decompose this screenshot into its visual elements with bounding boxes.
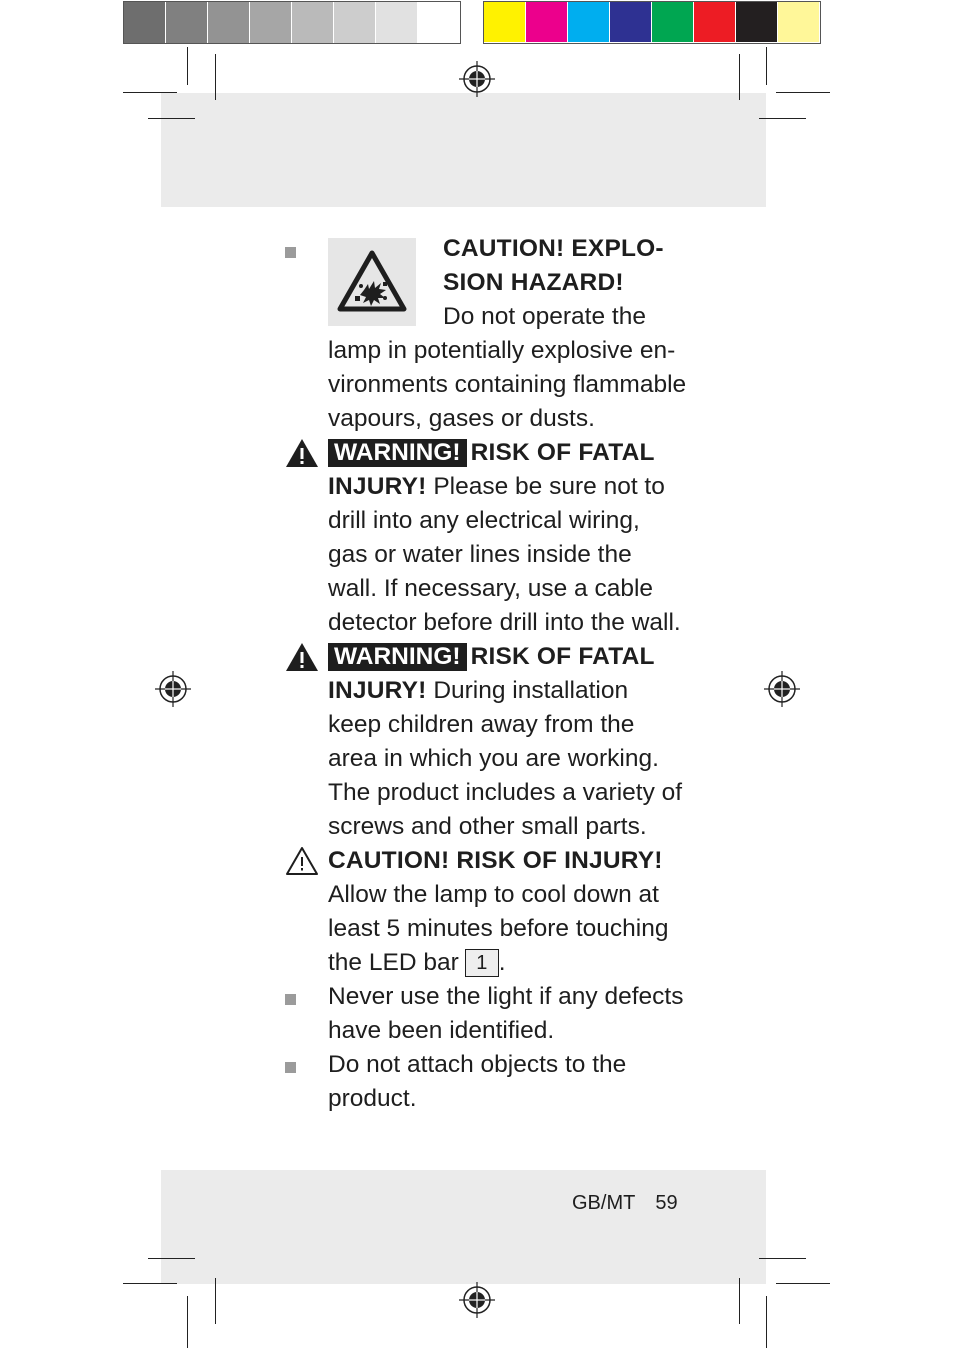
crop-mark: [215, 54, 216, 100]
caution-explosion-text: lamp in potentially explosive en-: [328, 337, 676, 364]
calibration-swatch: [694, 2, 736, 42]
warning-wiring-text: wall. If necessary, use a cable: [328, 575, 654, 602]
registration-target-icon: [155, 671, 191, 707]
crop-mark: [187, 47, 188, 85]
page-footer: [572, 1192, 698, 1215]
warning-wiring-text: detector before drill into the wall.: [328, 609, 681, 636]
calibration-swatch: [736, 2, 778, 42]
calibration-swatch: [376, 2, 418, 43]
header-band: [161, 93, 766, 207]
calibration-swatch: [418, 2, 460, 43]
calibration-swatch: [568, 2, 610, 42]
calibration-swatch: [208, 2, 250, 43]
objects-text: Do not attach objects to the: [328, 1051, 627, 1078]
warning-children-text: INJURY! During installation: [328, 677, 629, 704]
list-bullet: [285, 247, 296, 258]
list-bullet: [285, 1062, 296, 1073]
calibration-swatch: [250, 2, 292, 43]
caution-triangle-outline-icon: [285, 846, 319, 876]
crop-mark: [766, 1296, 767, 1348]
registration-target-icon: [764, 671, 800, 707]
explosion-hazard-pictogram: [328, 238, 416, 326]
crop-mark: [187, 1296, 188, 1348]
warning-wiring-text: INJURY! Please be sure not to: [328, 473, 665, 500]
objects-text: product.: [328, 1085, 417, 1112]
crop-mark: [776, 92, 830, 93]
caution-explosion-text: vapours, gases or dusts.: [328, 405, 595, 432]
caution-explosion-heading-2: SION HAZARD!: [443, 269, 624, 296]
warning-triangle-filled-icon: [285, 438, 319, 468]
calibration-swatch: [484, 2, 526, 42]
crop-mark: [739, 1278, 740, 1324]
crop-mark: [215, 1278, 216, 1324]
crop-mark: [123, 1283, 177, 1284]
crop-mark: [148, 118, 195, 119]
warning-wiring-text: drill into any electrical wiring,: [328, 507, 640, 534]
registration-target-icon: [459, 61, 495, 97]
warning-children-text: keep children away from the: [328, 711, 635, 738]
gray-calibration-bar: [123, 1, 461, 44]
region-code: GB/MT: [572, 1192, 636, 1214]
calibration-swatch: [652, 2, 694, 42]
calibration-swatch: [166, 2, 208, 43]
defects-text: have been identified.: [328, 1017, 555, 1044]
explosion-hazard-icon: [328, 238, 416, 326]
warning-children-text: area in which you are working.: [328, 745, 659, 772]
warning-label: WARNING!: [328, 439, 467, 467]
calibration-swatch: [610, 2, 652, 42]
page-number: 59: [655, 1192, 678, 1214]
warning-children-text: The product includes a variety of: [328, 779, 683, 806]
calibration-swatch: [526, 2, 568, 42]
caution-injury-text: least 5 minutes before touching: [328, 915, 669, 942]
calibration-swatch: [778, 2, 820, 42]
caution-injury-text: Allow the lamp to cool down at: [328, 881, 659, 908]
caution-injury-heading: CAUTION! RISK OF INJURY!: [328, 847, 663, 874]
warning-wiring-heading: WARNING! RISK OF FATAL: [328, 436, 688, 470]
calibration-swatch: [292, 2, 334, 43]
defects-text: Never use the light if any defects: [328, 983, 684, 1010]
warning-wiring-text: gas or water lines inside the: [328, 541, 632, 568]
color-calibration-bar: [483, 1, 821, 44]
caution-injury-text: the LED bar 1 .: [328, 949, 506, 976]
crop-mark: [123, 92, 177, 93]
part-reference-number: 1: [465, 949, 499, 977]
warning-triangle-filled-icon: [285, 642, 319, 672]
caution-explosion-heading-1: CAUTION! EXPLO-: [443, 235, 664, 262]
caution-explosion-text: vironments containing flammable: [328, 371, 687, 398]
crop-mark: [148, 1258, 195, 1259]
registration-target-icon: [459, 1282, 495, 1318]
warning-children-text: screws and other small parts.: [328, 813, 647, 840]
caution-explosion-text: Do not operate the: [443, 303, 646, 330]
warning-children-heading: WARNING! RISK OF FATAL: [328, 640, 688, 674]
calibration-swatch: [334, 2, 376, 43]
crop-mark: [766, 47, 767, 85]
list-bullet: [285, 994, 296, 1005]
footer-band: [161, 1170, 766, 1284]
crop-mark: [759, 1258, 806, 1259]
crop-mark: [739, 54, 740, 100]
calibration-swatch: [124, 2, 166, 43]
crop-mark: [759, 118, 806, 119]
crop-mark: [776, 1283, 830, 1284]
warning-label: WARNING!: [328, 643, 467, 671]
